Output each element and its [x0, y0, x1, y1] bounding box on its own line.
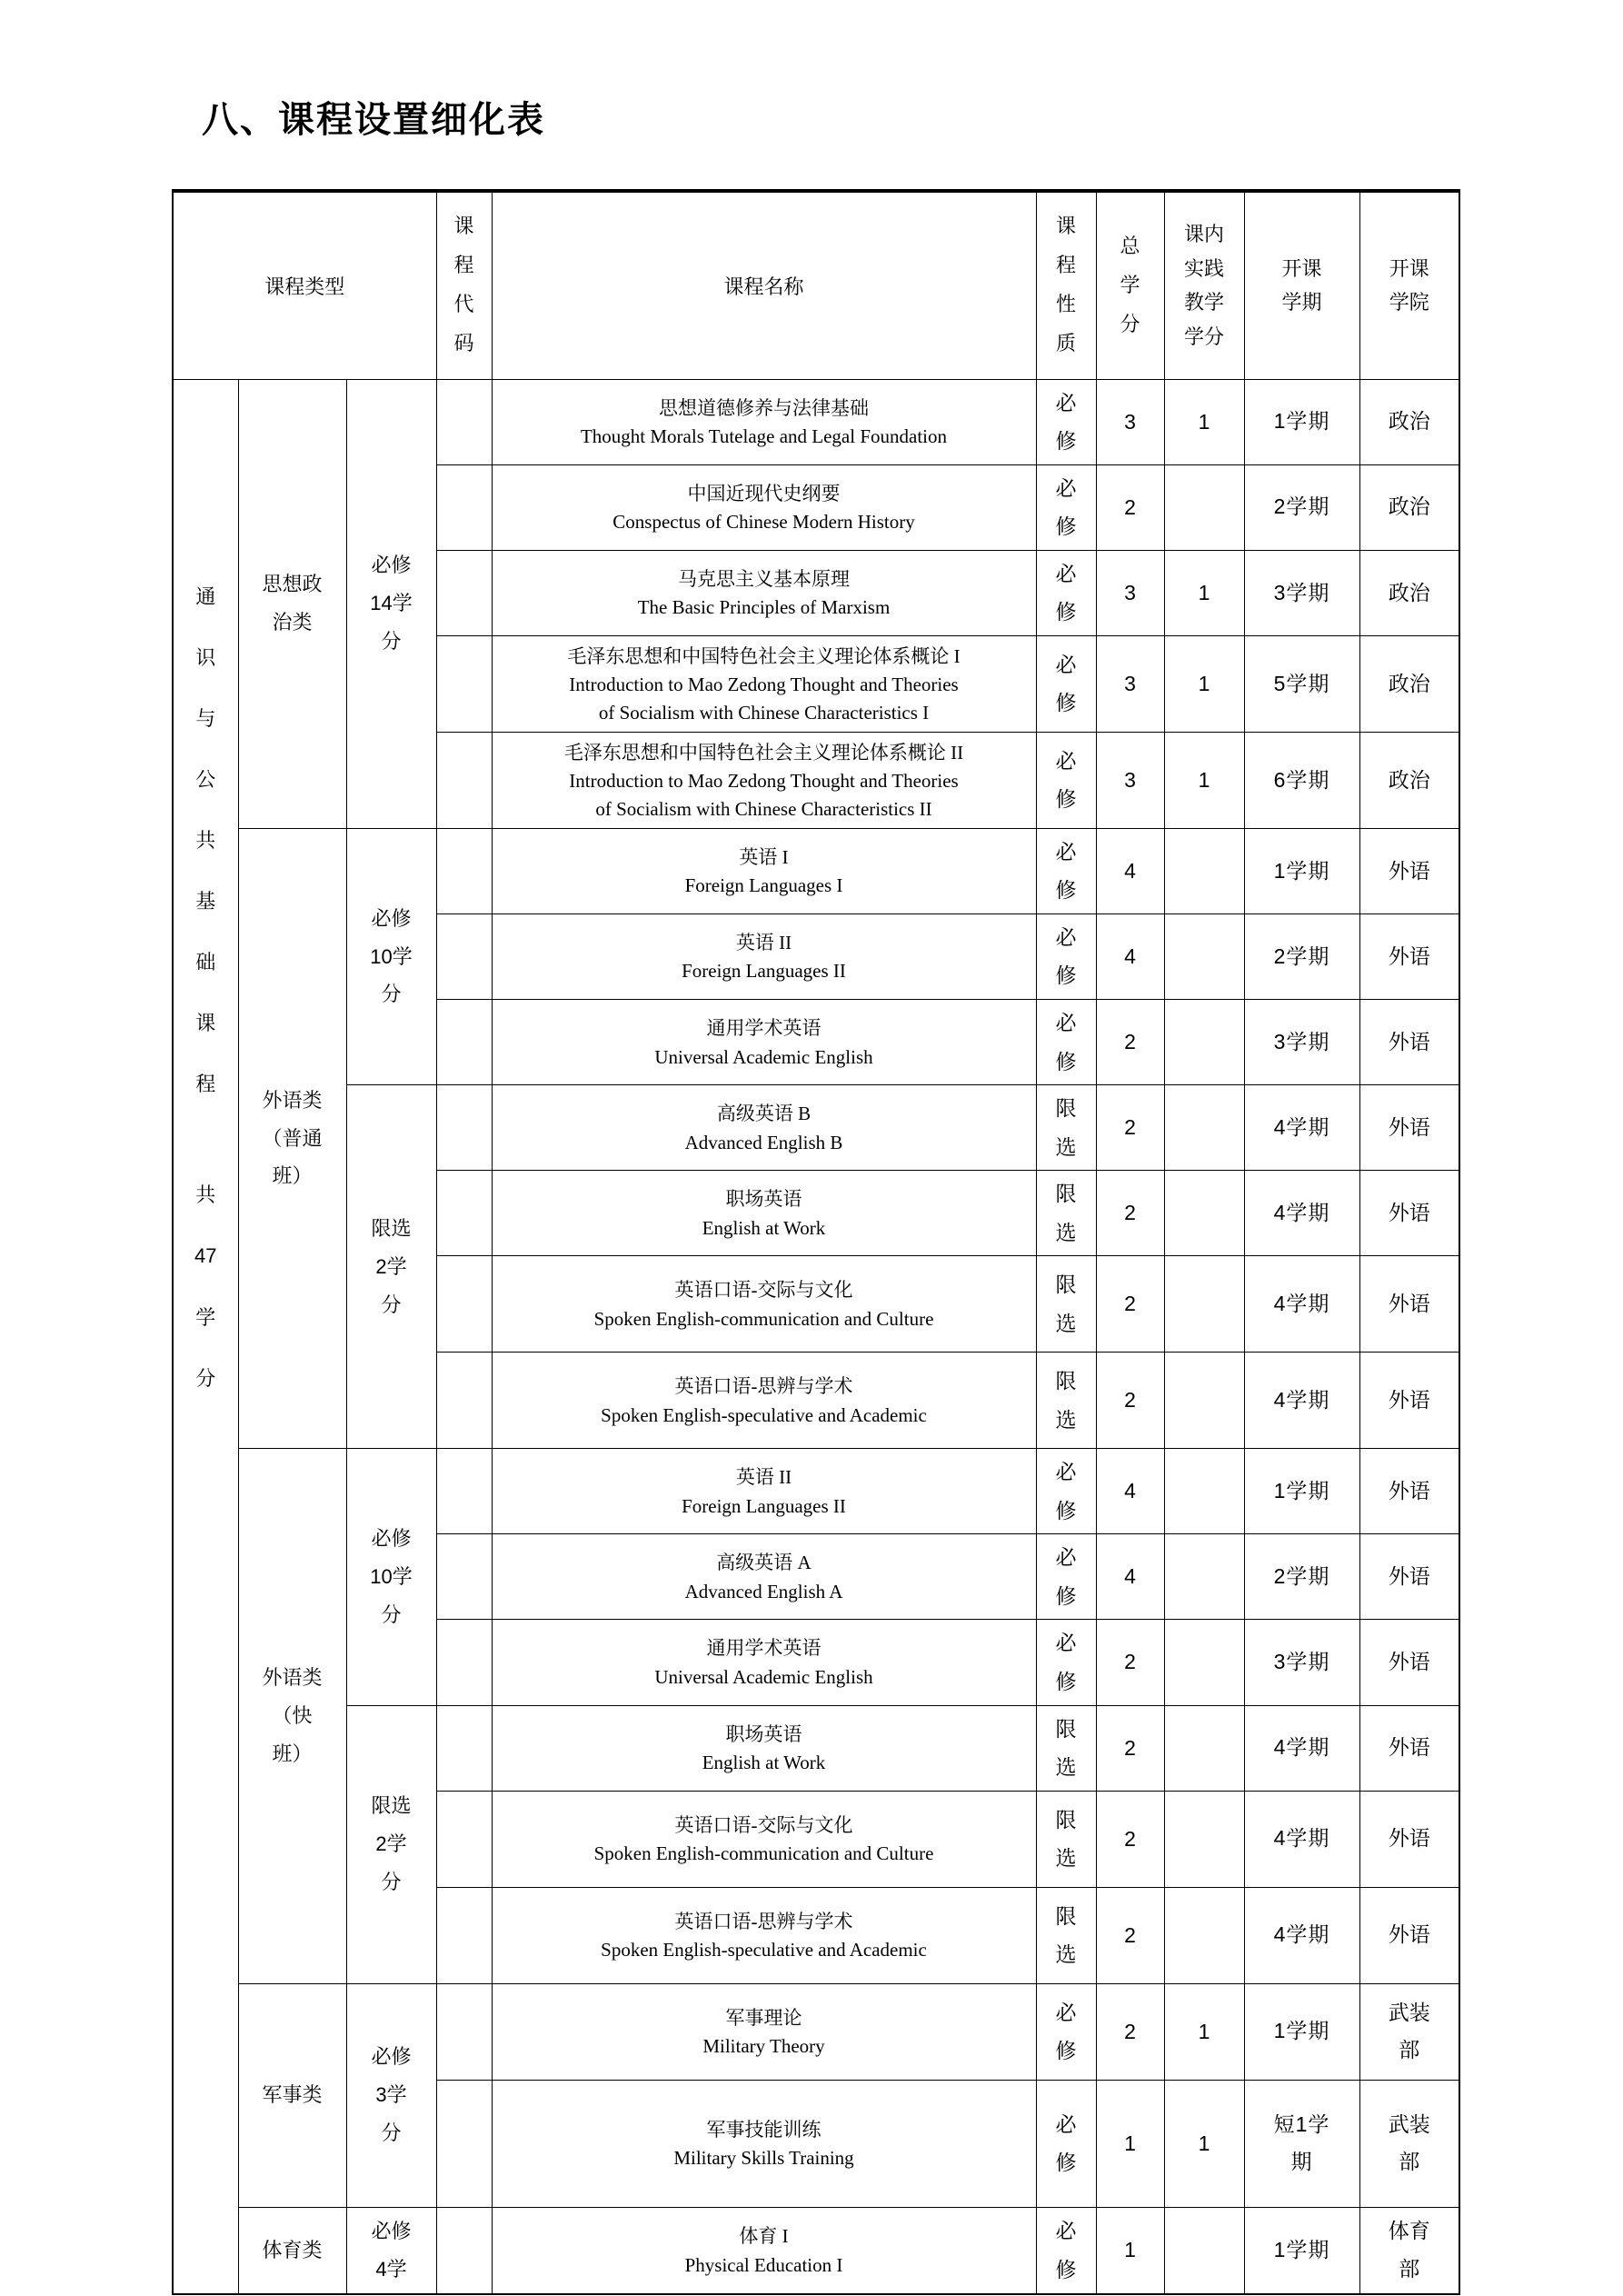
college-cell: 外语 — [1359, 1791, 1459, 1887]
group-military-label: 军事类 — [238, 1983, 346, 2207]
total-credits-cell: 2 — [1096, 1620, 1164, 1705]
course-code-cell — [436, 379, 492, 464]
course-name-en: Thought Morals Tutelage and Legal Foundation — [580, 425, 948, 448]
course-name-en: Universal Academic English — [654, 1666, 873, 1689]
course-nature-cell: 必修 — [1036, 379, 1096, 464]
course-code-cell — [436, 913, 492, 999]
college-cell: 外语 — [1359, 913, 1459, 999]
course-name-cell — [492, 550, 1036, 635]
course-name-cell — [492, 1171, 1036, 1256]
course-name-en: Universal Academic English — [654, 1045, 873, 1068]
course-name-zh: 军事技能训练 — [706, 2118, 821, 2141]
course-name-en: Spoken English-communication and Culture — [593, 1842, 934, 1865]
semester-cell: 4学期 — [1244, 1887, 1359, 1983]
course-nature-cell: 必修 — [1036, 635, 1096, 732]
table-row — [173, 1705, 1459, 1791]
course-name-en: Foreign Languages I — [684, 874, 843, 897]
total-credits-cell: 3 — [1096, 550, 1164, 635]
course-name-cell — [492, 379, 1036, 464]
practice-credits-cell: 1 — [1164, 1983, 1244, 2080]
course-nature-cell: 必修 — [1036, 999, 1096, 1084]
practice-credits-cell — [1164, 464, 1244, 550]
total-credits-cell: 2 — [1096, 464, 1164, 550]
total-credits-cell: 3 — [1096, 635, 1164, 732]
course-name-en: Military Skills Training — [673, 2147, 854, 2170]
course-nature-cell: 限选 — [1036, 1171, 1096, 1256]
total-credits-cell: 4 — [1096, 913, 1164, 999]
course-code-cell — [436, 1085, 492, 1171]
group-pe-label: 体育类 — [238, 2207, 346, 2294]
course-code-cell — [436, 464, 492, 550]
course-nature-cell: 必修 — [1036, 1449, 1096, 1534]
course-nature-cell: 限选 — [1036, 1085, 1096, 1171]
practice-credits-cell: 1 — [1164, 2080, 1244, 2207]
college-cell: 外语 — [1359, 999, 1459, 1084]
course-code-cell — [436, 1171, 492, 1256]
semester-cell: 1学期 — [1244, 828, 1359, 913]
group-foreign-fast-limited-credits: 限选2学分 — [346, 1705, 436, 1983]
college-cell: 外语 — [1359, 1256, 1459, 1353]
course-name-zh: 通用学术英语 — [706, 1017, 821, 1040]
header-course-name: 课程名称 — [492, 191, 1036, 379]
course-name-zh: 通用学术英语 — [706, 1637, 821, 1660]
group-foreign-regular-label: 外语类（普通班） — [238, 828, 346, 1448]
course-name-en: Physical Education I — [684, 2253, 843, 2276]
table-row — [173, 379, 1459, 464]
course-name-cell — [492, 2207, 1036, 2294]
course-nature-cell: 必修 — [1036, 464, 1096, 550]
table-row — [173, 1449, 1459, 1534]
course-name-zh: 英语口语-交际与文化 — [674, 1813, 853, 1836]
semester-cell: 3学期 — [1244, 550, 1359, 635]
course-code-cell — [436, 2207, 492, 2294]
college-cell: 政治 — [1359, 379, 1459, 464]
header-course-type: 课程类型 — [173, 191, 436, 379]
course-nature-cell: 限选 — [1036, 1887, 1096, 1983]
course-name-cell — [492, 913, 1036, 999]
table-row — [173, 828, 1459, 913]
course-nature-cell: 必修 — [1036, 2207, 1096, 2294]
course-code-cell — [436, 999, 492, 1084]
course-name-cell — [492, 1256, 1036, 1353]
course-name-zh: 体育 I — [739, 2225, 789, 2248]
semester-cell: 5学期 — [1244, 635, 1359, 732]
header-course-code: 课程代码 — [436, 191, 492, 379]
course-nature-cell: 必修 — [1036, 828, 1096, 913]
college-cell: 外语 — [1359, 1353, 1459, 1449]
semester-cell: 1学期 — [1244, 379, 1359, 464]
course-name-cell — [492, 1534, 1036, 1620]
total-credits-cell: 1 — [1096, 2080, 1164, 2207]
college-cell: 政治 — [1359, 635, 1459, 732]
course-name-zh: 英语 II — [735, 1466, 792, 1489]
course-nature-cell: 必修 — [1036, 2080, 1096, 2207]
college-cell: 外语 — [1359, 828, 1459, 913]
total-credits-cell: 4 — [1096, 828, 1164, 913]
course-name-zh: 英语 II — [735, 931, 792, 953]
table-row — [173, 1085, 1459, 1171]
course-nature-cell: 必修 — [1036, 1620, 1096, 1705]
course-code-cell — [436, 732, 492, 828]
course-nature-cell: 必修 — [1036, 732, 1096, 828]
semester-cell: 1学期 — [1244, 1983, 1359, 2080]
college-cell: 外语 — [1359, 1620, 1459, 1705]
practice-credits-cell — [1164, 1887, 1244, 1983]
group-ideology-credits: 必修14学分 — [346, 379, 436, 828]
college-cell: 政治 — [1359, 732, 1459, 828]
header-practice-credits: 课内实践教学学分 — [1164, 191, 1244, 379]
practice-credits-cell — [1164, 1705, 1244, 1791]
practice-credits-cell — [1164, 1791, 1244, 1887]
course-name-zh: 职场英语 — [725, 1722, 802, 1745]
course-code-cell — [436, 828, 492, 913]
course-name-en: English at Work — [702, 1216, 826, 1239]
course-name-zh: 英语 I — [739, 845, 789, 868]
course-code-cell — [436, 1620, 492, 1705]
course-name-cell — [492, 999, 1036, 1084]
total-credits-cell: 2 — [1096, 999, 1164, 1084]
practice-credits-cell: 1 — [1164, 635, 1244, 732]
course-name-zh: 高级英语 A — [716, 1552, 812, 1574]
course-name-cell — [492, 1353, 1036, 1449]
course-name-cell — [492, 1620, 1036, 1705]
course-name-cell — [492, 732, 1036, 828]
practice-credits-cell — [1164, 1534, 1244, 1620]
course-code-cell — [436, 2080, 492, 2207]
semester-cell: 6学期 — [1244, 732, 1359, 828]
total-credits-cell: 2 — [1096, 1085, 1164, 1171]
course-name-cell — [492, 1705, 1036, 1791]
course-code-cell — [436, 1534, 492, 1620]
course-nature-cell: 限选 — [1036, 1256, 1096, 1353]
course-name-en: Spoken English-speculative and Academic — [601, 1939, 927, 1962]
section-title: 八、课程设置细化表 — [202, 100, 545, 140]
semester-cell: 1学期 — [1244, 2207, 1359, 2294]
course-nature-cell: 限选 — [1036, 1353, 1096, 1449]
course-name-en: Introduction to Mao Zedong Thought and Theories of Socialism with Chinese Characteristics II — [569, 770, 959, 820]
course-name-cell — [492, 635, 1036, 732]
semester-cell: 4学期 — [1244, 1705, 1359, 1791]
course-name-zh: 思想道德修养与法律基础 — [659, 396, 869, 419]
semester-cell: 2学期 — [1244, 913, 1359, 999]
total-credits-cell: 2 — [1096, 1171, 1164, 1256]
table-row — [173, 2207, 1459, 2294]
group-ideology-label: 思想政治类 — [238, 379, 346, 828]
header-course-nature: 课程性质 — [1036, 191, 1096, 379]
total-credits-cell: 2 — [1096, 1705, 1164, 1791]
semester-cell: 3学期 — [1244, 999, 1359, 1084]
practice-credits-cell — [1164, 1449, 1244, 1534]
college-cell: 武装部 — [1359, 2080, 1459, 2207]
college-cell: 外语 — [1359, 1085, 1459, 1171]
course-code-cell — [436, 1449, 492, 1534]
course-name-en: The Basic Principles of Marxism — [637, 596, 891, 619]
course-name-cell — [492, 2080, 1036, 2207]
total-credits-cell: 2 — [1096, 1791, 1164, 1887]
practice-credits-cell — [1164, 913, 1244, 999]
college-cell: 外语 — [1359, 1887, 1459, 1983]
course-name-zh: 英语口语-交际与文化 — [674, 1279, 853, 1302]
course-code-cell — [436, 1983, 492, 2080]
course-name-en: Advanced English A — [684, 1580, 843, 1602]
semester-cell: 4学期 — [1244, 1085, 1359, 1171]
course-name-zh: 军事理论 — [725, 2006, 802, 2029]
practice-credits-cell: 1 — [1164, 379, 1244, 464]
practice-credits-cell — [1164, 2207, 1244, 2294]
course-name-en: Foreign Languages II — [682, 960, 846, 983]
course-table — [172, 189, 1460, 2295]
course-code-cell — [436, 1791, 492, 1887]
course-nature-cell: 限选 — [1036, 1705, 1096, 1791]
course-name-cell — [492, 1791, 1036, 1887]
group-pe-credits: 必修4学 — [346, 2207, 436, 2294]
group-foreign-fast-label: 外语类（快班） — [238, 1449, 346, 1983]
header-college: 开课学院 — [1359, 191, 1459, 379]
header-semester: 开课学期 — [1244, 191, 1359, 379]
practice-credits-cell — [1164, 1620, 1244, 1705]
header-total-credits: 总学分 — [1096, 191, 1164, 379]
course-name-zh: 毛泽东思想和中国特色社会主义理论体系概论 I — [567, 644, 961, 667]
practice-credits-cell — [1164, 1085, 1244, 1171]
course-code-cell — [436, 1256, 492, 1353]
practice-credits-cell — [1164, 828, 1244, 913]
practice-credits-cell — [1164, 1256, 1244, 1353]
course-code-cell — [436, 1887, 492, 1983]
group-general-basic-line2: 共47学分 — [194, 1183, 217, 1390]
semester-cell: 4学期 — [1244, 1256, 1359, 1353]
group-general-basic-line1: 通识与公共基础课程 — [195, 584, 216, 1096]
total-credits-cell: 2 — [1096, 1256, 1164, 1353]
table-row — [173, 1983, 1459, 2080]
college-cell: 外语 — [1359, 1171, 1459, 1256]
course-name-en: English at Work — [702, 1752, 826, 1774]
course-name-en: Military Theory — [702, 2035, 825, 2058]
total-credits-cell: 2 — [1096, 1887, 1164, 1983]
semester-cell: 4学期 — [1244, 1171, 1359, 1256]
course-name-zh: 职场英语 — [725, 1188, 802, 1211]
college-cell: 武装部 — [1359, 1983, 1459, 2080]
course-name-en: Advanced English B — [684, 1131, 843, 1153]
course-nature-cell: 必修 — [1036, 550, 1096, 635]
college-cell: 政治 — [1359, 550, 1459, 635]
group-foreign-regular-required-credits: 必修10学分 — [346, 828, 436, 1084]
practice-credits-cell — [1164, 999, 1244, 1084]
course-name-cell — [492, 1085, 1036, 1171]
semester-cell: 1学期 — [1244, 1449, 1359, 1534]
total-credits-cell: 3 — [1096, 379, 1164, 464]
course-name-en: Foreign Languages II — [682, 1494, 846, 1517]
semester-cell: 4学期 — [1244, 1353, 1359, 1449]
total-credits-cell: 1 — [1096, 2207, 1164, 2294]
course-name-zh: 毛泽东思想和中国特色社会主义理论体系概论 II — [563, 741, 964, 764]
course-name-cell — [492, 1449, 1036, 1534]
college-cell: 外语 — [1359, 1449, 1459, 1534]
course-name-cell — [492, 1983, 1036, 2080]
course-code-cell — [436, 635, 492, 732]
semester-cell: 3学期 — [1244, 1620, 1359, 1705]
semester-cell: 4学期 — [1244, 1791, 1359, 1887]
semester-cell: 2学期 — [1244, 1534, 1359, 1620]
course-name-zh: 英语口语-思辨与学术 — [674, 1375, 853, 1398]
practice-credits-cell — [1164, 1353, 1244, 1449]
course-nature-cell: 限选 — [1036, 1791, 1096, 1887]
total-credits-cell: 2 — [1096, 1353, 1164, 1449]
total-credits-cell: 4 — [1096, 1449, 1164, 1534]
course-name-cell — [492, 1887, 1036, 1983]
course-name-zh: 马克思主义基本原理 — [678, 567, 850, 590]
college-cell: 政治 — [1359, 464, 1459, 550]
course-name-en: Spoken English-communication and Culture — [593, 1307, 934, 1330]
header-row — [173, 191, 1459, 379]
practice-credits-cell: 1 — [1164, 550, 1244, 635]
course-name-cell — [492, 828, 1036, 913]
course-name-zh: 英语口语-思辨与学术 — [674, 1910, 853, 1932]
course-nature-cell: 必修 — [1036, 1983, 1096, 2080]
group-general-basic-courses — [173, 379, 238, 2294]
course-code-cell — [436, 1705, 492, 1791]
college-cell: 外语 — [1359, 1534, 1459, 1620]
total-credits-cell: 4 — [1096, 1534, 1164, 1620]
course-name-en: Conspectus of Chinese Modern History — [612, 511, 915, 534]
total-credits-cell: 3 — [1096, 732, 1164, 828]
course-name-en: Spoken English-speculative and Academic — [601, 1403, 927, 1426]
course-code-cell — [436, 550, 492, 635]
practice-credits-cell: 1 — [1164, 732, 1244, 828]
semester-cell: 2学期 — [1244, 464, 1359, 550]
course-name-cell — [492, 464, 1036, 550]
group-foreign-fast-required-credits: 必修10学分 — [346, 1449, 436, 1705]
course-name-zh: 中国近现代史纲要 — [687, 482, 841, 504]
group-military-credits: 必修3学分 — [346, 1983, 436, 2207]
college-cell: 外语 — [1359, 1705, 1459, 1791]
semester-cell: 短1学期 — [1244, 2080, 1359, 2207]
practice-credits-cell — [1164, 1171, 1244, 1256]
course-nature-cell: 必修 — [1036, 1534, 1096, 1620]
group-foreign-regular-limited-credits: 限选2学分 — [346, 1085, 436, 1449]
total-credits-cell: 2 — [1096, 1983, 1164, 2080]
course-name-en: Introduction to Mao Zedong Thought and Theories of Socialism with Chinese Characteristics I — [569, 674, 959, 724]
course-nature-cell: 必修 — [1036, 913, 1096, 999]
course-code-cell — [436, 1353, 492, 1449]
course-name-zh: 高级英语 B — [716, 1103, 812, 1125]
college-cell: 体育部 — [1359, 2207, 1459, 2294]
